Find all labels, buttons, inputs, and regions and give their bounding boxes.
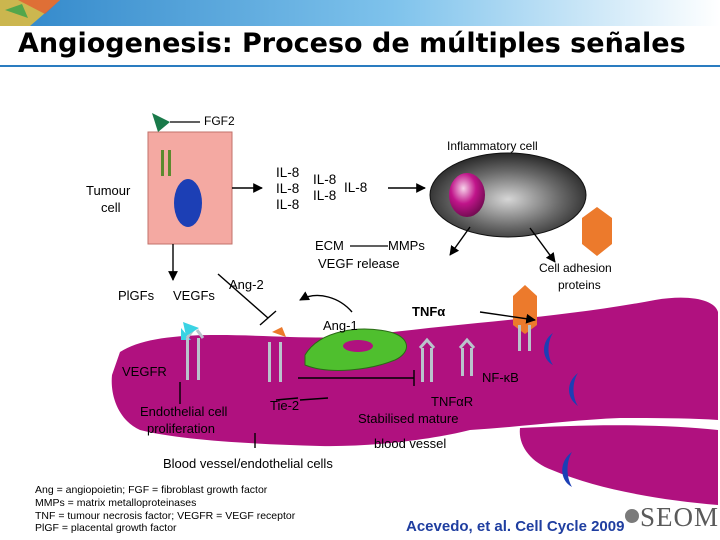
label-il8-4: IL-8 [313,172,337,187]
tumour-fgf2-receptor-right [168,150,171,176]
label-vegfs: VEGFs [173,288,215,303]
label-il8-3: IL-8 [276,197,300,212]
label-plgfs: PlGFs [118,288,155,303]
fgf2-ligand [152,113,170,132]
tumour-nucleus [174,179,202,227]
brand-wordmark: SEOM [640,502,720,532]
legend-line: MMPs = matrix metalloproteinases [35,496,197,509]
inflammatory-adhesion-protein [582,207,612,256]
tumour-fgf2-receptor-left [161,150,164,176]
label-cell-adhesion-line1: Cell adhesion [539,261,612,275]
label-vegf-release: VEGF release [318,256,400,271]
label-blood-vessel-cells: Blood vessel/endothelial cells [163,456,333,471]
label-stabilised-line2: blood vessel [374,436,447,451]
label-ang1: Ang-1 [323,318,358,333]
seom-logo [625,509,639,523]
label-fgf2: FGF2 [204,114,235,128]
label-inflammatory-cell: Inflammatory cell [447,139,538,153]
label-il8-6: IL-8 [344,180,368,195]
inflammatory-nucleus [449,173,485,217]
label-tie2: Tie-2 [270,398,300,413]
vessel-adhesion-protein [513,285,537,334]
label-cell-adhesion-line2: proteins [558,278,601,292]
citation: Acevedo, et al. Cell Cycle 2009 [406,518,625,535]
label-stabilised-line1: Stabilised mature [358,411,459,426]
page-title: Angiogenesis: Proceso de múltiples señales [18,28,686,59]
label-il8-2: IL-8 [276,181,300,196]
label-nfkb: NF-κB [482,370,519,385]
label-il8-5: IL-8 [313,188,337,203]
label-ecm: ECM [315,238,344,253]
label-il8-1: IL-8 [276,165,300,180]
blood-vessel-lower-branch [520,425,718,505]
label-endothelial-line2: proliferation [147,421,215,436]
abbreviation-legend [35,484,295,535]
label-tnfa: TNFα [412,304,446,319]
label-vegfr: VEGFR [122,364,167,379]
legend-line: TNF = tumour necrosis factor; VEGFR = VEGF receptor [35,509,296,522]
legend-line: PlGF = placental growth factor [35,522,177,535]
label-endothelial-line1: Endothelial cell [140,404,228,419]
label-tumour-cell-line2: cell [101,200,121,215]
label-mmps: MMPs [388,238,425,253]
label-ang2: Ang-2 [229,277,264,292]
legend-line: Ang = angiopoietin; FGF = fibroblast growth factor [35,484,268,496]
mural-cell-nucleus [343,340,373,352]
vessel-adhesion-stalk-left [518,325,521,351]
label-tnfar: TNFαR [431,394,474,409]
label-tumour-cell-line1: Tumour [86,183,131,198]
vessel-adhesion-stalk-right [528,325,531,351]
